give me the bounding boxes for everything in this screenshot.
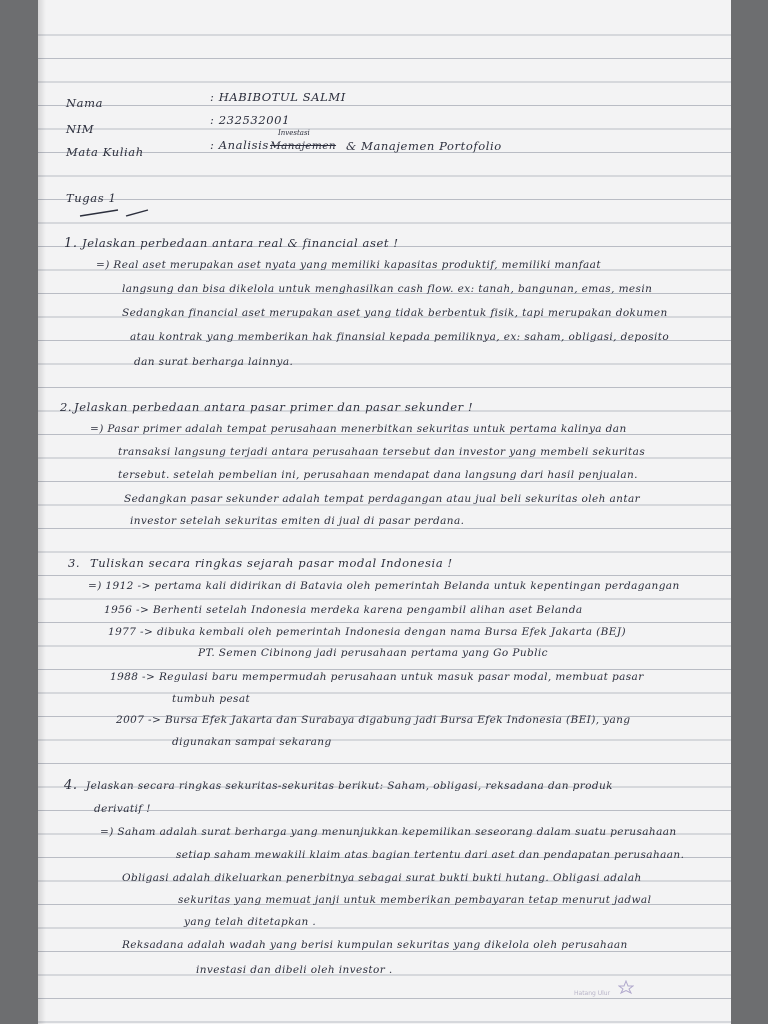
course-insert: Investasi: [278, 129, 310, 137]
answer-2-line: tersebut. setelah pembelian ini, perusahaan mendapat dana langsung dari hasil penjualan.: [118, 469, 638, 481]
answer-4-line: Reksadana adalah wadah yang berisi kumpulan sekuritas yang dikelola oleh perusahaan: [122, 939, 628, 951]
answer-2-line: Sedangkan pasar sekunder adalah tempat perdagangan atau jual beli sekuritas oleh antar: [124, 493, 641, 505]
task-underline: [78, 206, 158, 220]
answer-3-line: digunakan sampai sekarang: [172, 736, 332, 748]
answer-3-line: 1956 -> Berhenti setelah Indonesia merdeka karena pengambil alihan aset Belanda: [104, 604, 583, 616]
watermark-star-icon: [618, 980, 634, 994]
nim-label: NIM: [66, 122, 95, 136]
answer-4-line: setiap saham mewakili klaim atas bagian tertentu dari aset dan pendapatan perusahaan.: [176, 849, 685, 861]
answer-1-line: dan surat berharga lainnya.: [134, 356, 294, 368]
answer-1-line: atau kontrak yang memberikan hak finansial kepada pemiliknya, ex: saham, obligasi, deposito: [130, 331, 670, 343]
page-edge-shadow: [38, 0, 46, 1024]
question-4-text: Jelaskan secara ringkas sekuritas-sekuritas berikut: Saham, obligasi, reksadana dan produk: [86, 780, 613, 792]
answer-4-line: yang telah ditetapkan .: [184, 916, 317, 928]
course-label: Mata Kuliah: [66, 145, 144, 159]
answer-3-line: PT. Semen Cibinong jadi perusahaan pertama yang Go Public: [198, 647, 548, 659]
answer-3-line: tumbuh pesat: [172, 693, 251, 705]
answer-3-line: =) 1912 -> pertama kali didirikan di Batavia oleh pemerintah Belanda untuk kepentingan perdagangan: [88, 580, 680, 592]
question-4-number: 4.: [64, 778, 78, 793]
question-3-text: Tuliskan secara ringkas sejarah pasar modal Indonesia !: [90, 556, 453, 570]
watermark-text: Hatang Ulur: [574, 990, 611, 997]
question-2-number: 2.: [60, 400, 73, 414]
course-value-suffix: & Manajemen Portofolio: [346, 139, 502, 153]
answer-2-line: transaksi langsung terjadi antara perusahaan tersebut dan investor yang membeli sekuritas: [118, 446, 646, 458]
question-2-text: Jelaskan perbedaan antara pasar primer dan pasar sekunder !: [74, 400, 474, 414]
answer-4-line: investasi dan dibeli oleh investor .: [196, 964, 393, 976]
answer-3-line: 1988 -> Regulasi baru mempermudah perusahaan untuk masuk pasar modal, membuat pasar: [110, 671, 644, 683]
question-3-number: 3.: [68, 556, 81, 570]
question-1-text: Jelaskan perbedaan antara real & financial aset !: [82, 236, 399, 250]
answer-1-line: langsung dan bisa dikelola untuk menghasilkan cash flow. ex: tanah, bangunan, emas, mesin: [122, 283, 653, 295]
question-1-number: 1.: [64, 236, 78, 251]
course-value-prefix: : Analisis: [210, 138, 269, 152]
answer-4-line: =) Saham adalah surat berharga yang menunjukkan kepemilikan seseorang dalam suatu perusahaan: [100, 826, 677, 838]
name-value: : HABIBOTUL SALMI: [210, 90, 346, 104]
question-4-text-cont: derivatif !: [94, 803, 151, 815]
answer-3-line: 2007 -> Bursa Efek Jakarta dan Surabaya digabung jadi Bursa Efek Indonesia (BEI), yang: [116, 714, 631, 726]
answer-2-line: =) Pasar primer adalah tempat perusahaan menerbitkan sekuritas untuk pertama kalinya dan: [90, 423, 627, 435]
task-title: Tugas 1: [66, 191, 117, 205]
answer-1-line: Sedangkan financial aset merupakan aset yang tidak berbentuk fisik, tapi merupakan dokumen: [122, 307, 668, 319]
course-struck: Manajemen: [270, 140, 337, 152]
answer-3-line: 1977 -> dibuka kembali oleh pemerintah Indonesia dengan nama Bursa Efek Jakarta (BEJ): [108, 626, 626, 638]
answer-4-line: sekuritas yang memuat janji untuk memberikan pembayaran tetap menurut jadwal: [178, 894, 652, 906]
nim-value: : 232532001: [210, 113, 290, 127]
notebook-page: [38, 0, 731, 1024]
answer-1-line: =) Real aset merupakan aset nyata yang memiliki kapasitas produktif, memiliki manfaat: [96, 259, 601, 271]
answer-4-line: Obligasi adalah dikeluarkan penerbitnya sebagai surat bukti bukti hutang. Obligasi adalah: [122, 872, 642, 884]
answer-2-line: investor setelah sekuritas emiten di jual di pasar perdana.: [130, 515, 465, 527]
name-label: Nama: [66, 96, 104, 110]
